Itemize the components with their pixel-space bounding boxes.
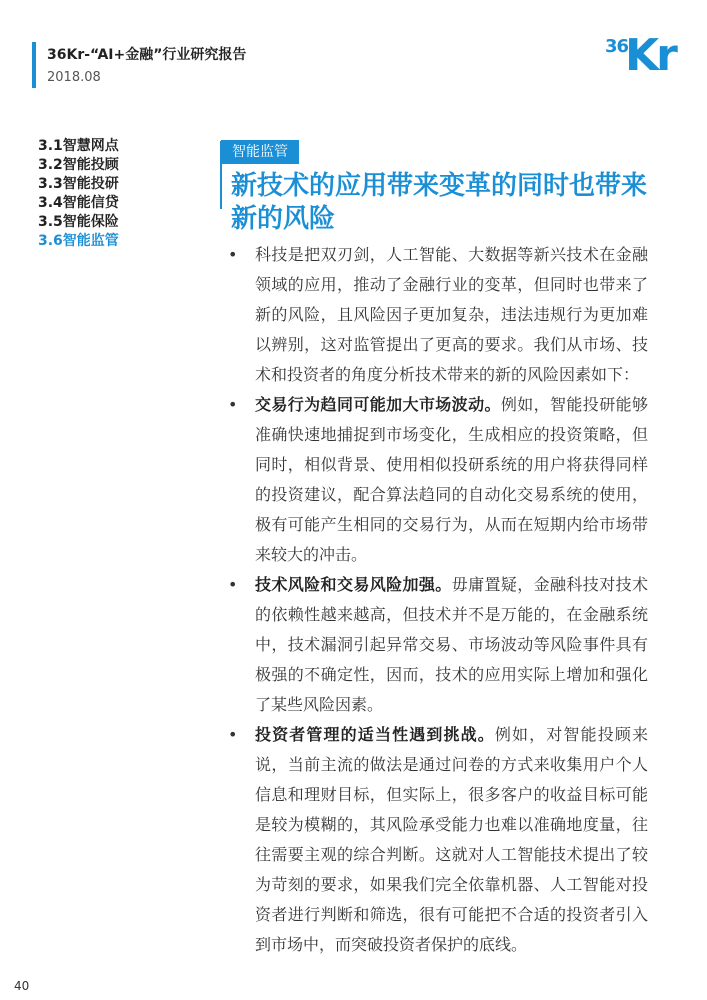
logo-small-text: 36 [605, 36, 629, 57]
36kr-logo [605, 30, 685, 84]
bullet-item [228, 570, 648, 720]
bullet-item [228, 720, 648, 960]
page-number: 40 [14, 979, 30, 993]
toc-item-3-6-active[interactable]: 3.6智能监管 [38, 233, 119, 249]
toc-item-3-4[interactable]: 3.4智能信贷 [38, 195, 119, 211]
content-body [228, 240, 648, 960]
toc-item-3-2[interactable]: 3.2智能投顾 [38, 157, 119, 173]
logo-big-text: Kr [625, 30, 675, 81]
bullet-body: 毋庸置疑，金融科技对技术的依赖性越来越高，但技术并不是万能的，在金融系统中，技术漏洞引起异常交易、市场波动等风险事件具有极强的不确定性，因而，技术的应用实际上增加和强化了某些风险因素。 [255, 575, 648, 714]
bullet-dot-icon: • [228, 575, 238, 594]
bullet-item [228, 240, 648, 390]
section-title: 新技术的应用带来变革的同时也带来新的风险 [231, 171, 648, 234]
bullet-body: 例如，智能投研能够准确快速地捕捉到市场变化，生成相应的投资策略，但同时，相似背景、使用相似投研系统的用户将获得同样的投资建议，配合算法趋同的自动化交易系统的使用，极有可能产生相同的交易行为，从而在短期内给市场带来较大的冲击。 [255, 395, 648, 564]
bullet-body: 例如，对智能投顾来说，当前主流的做法是通过问卷的方式来收集用户个人信息和理财目标，但实际上，很多客户的收益目标可能是较为模糊的，其风险承受能力也难以准确地度量，往往需要主观的综合判断。这就对人工智能技术提出了较为苛刻的要求，如果我们完全依靠机器、人工智能对投资者进行判断和筛选，很有可能把不合适的投资者引入到市场中，而突破投资者保护的底线。 [255, 725, 648, 954]
bullet-item [228, 390, 648, 570]
toc-item-3-1[interactable]: 3.1智慧网点 [38, 138, 119, 154]
section-tag: 智能监管 [221, 140, 299, 164]
toc-item-3-5[interactable]: 3.5智能保险 [38, 214, 119, 230]
bullet-dot-icon: • [228, 395, 238, 414]
report-date: 2018.08 [47, 70, 101, 85]
bullet-dot-icon: • [228, 245, 238, 264]
bullet-body: 科技是把双刃剑，人工智能、大数据等新兴技术在金融领域的应用，推动了金融行业的变革，但同时也带来了新的风险，且风险因子更加复杂，违法违规行为更加难以辨别，这对监管提出了更高的要求。我们从市场、技术和投资者的角度分析技术带来的新的风险因素如下： [255, 245, 648, 384]
header-accent-bar [32, 42, 36, 88]
bullet-heading: 交易行为趋同可能加大市场波动。 [255, 395, 501, 414]
toc-item-3-3[interactable]: 3.3智能投研 [38, 176, 119, 192]
report-title: 36Kr-“AI+金融”行业研究报告 [47, 47, 247, 63]
table-of-contents [38, 137, 208, 251]
bullet-heading: 投资者管理的适当性遇到挑战。 [255, 725, 495, 744]
bullet-dot-icon: • [228, 725, 238, 744]
bullet-heading: 技术风险和交易风险加强。 [255, 575, 452, 594]
